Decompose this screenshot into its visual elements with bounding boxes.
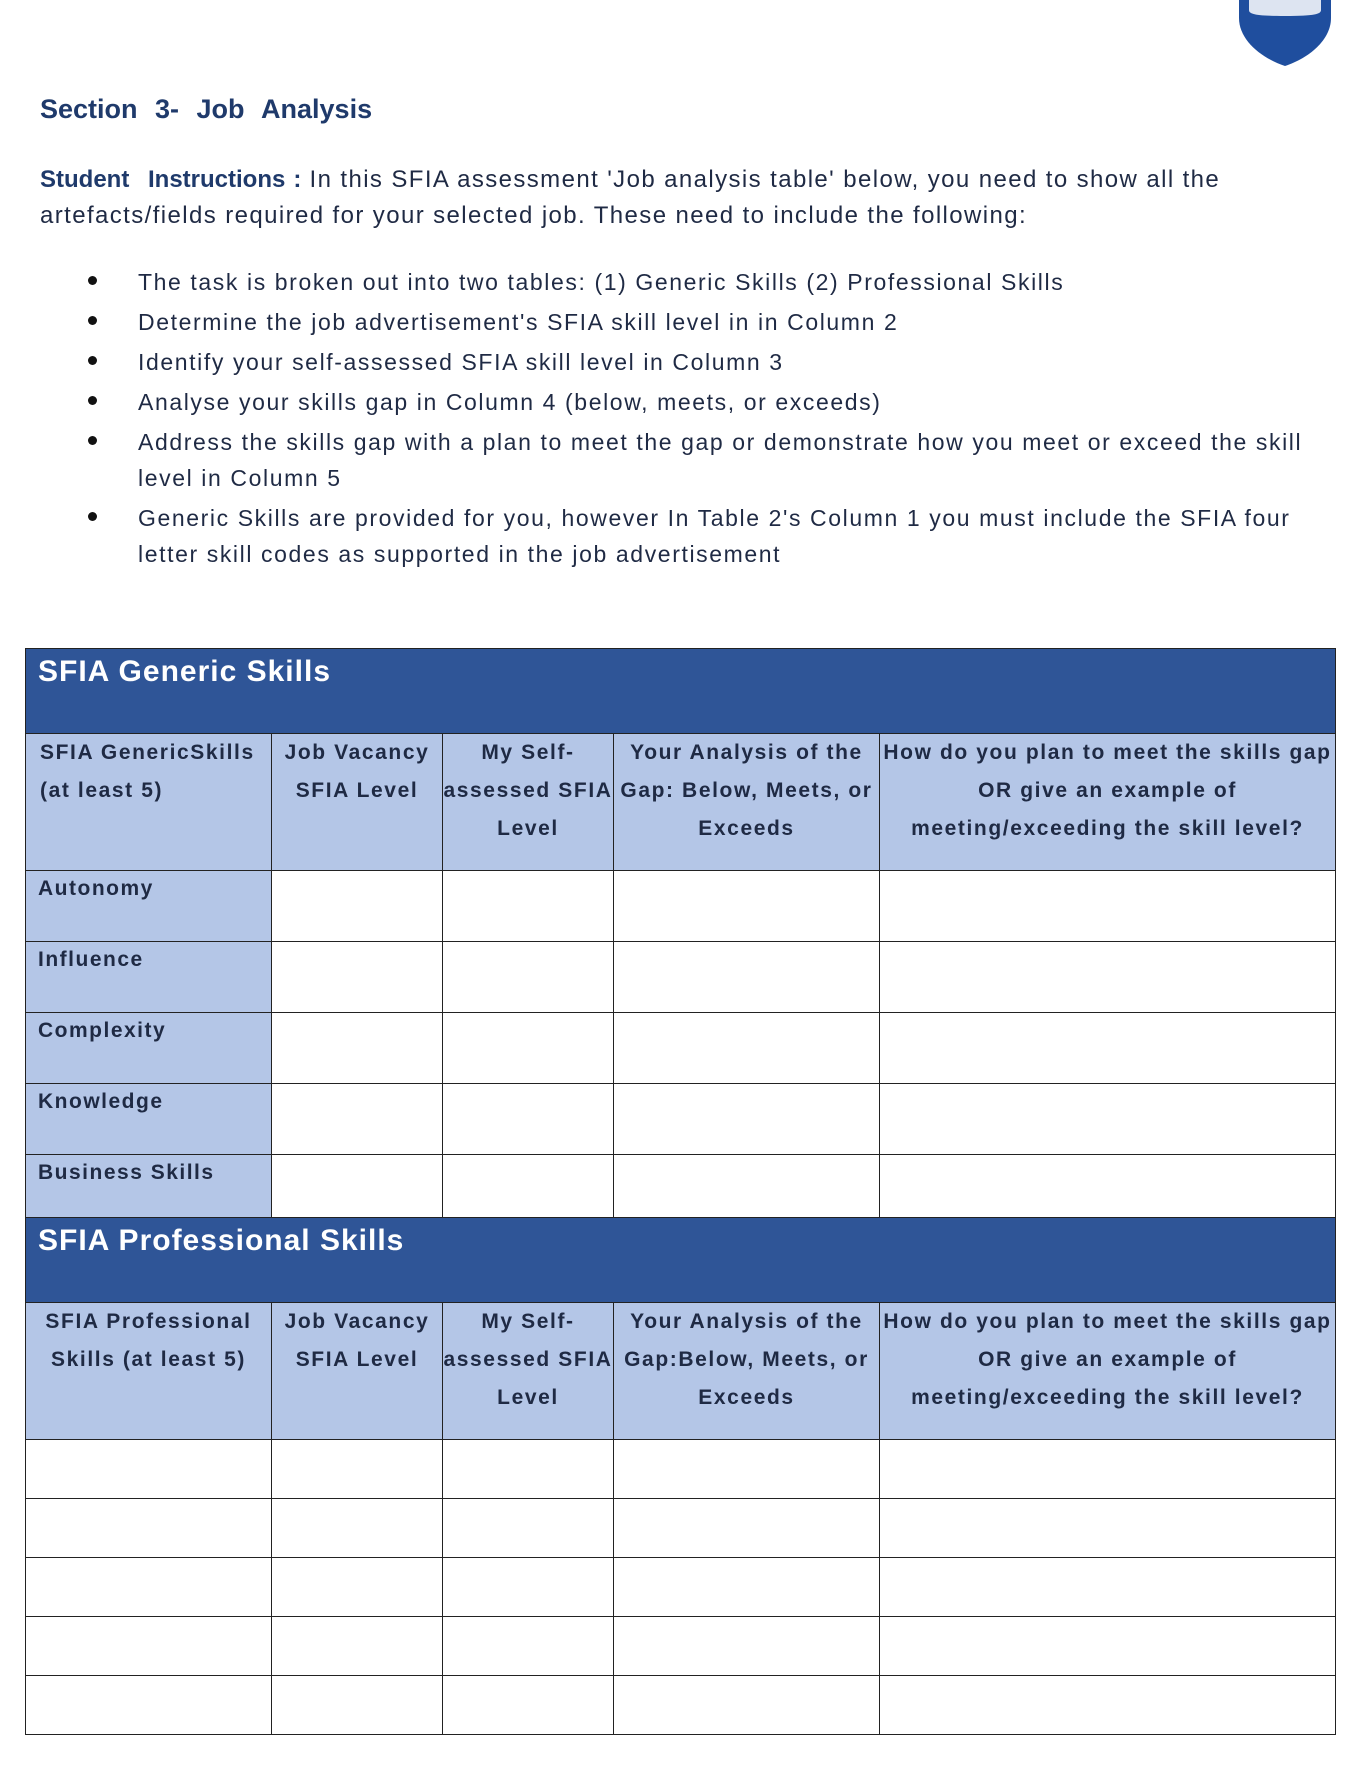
bullet-dot-icon [88,396,97,405]
bullet-item: The task is broken out into two tables: (1) Generic Skills (2) Professional Skills [88,264,1348,300]
gap-cell[interactable] [614,942,880,1013]
gap-cell[interactable] [614,1617,880,1676]
plan-cell[interactable] [880,1440,1336,1499]
vacancy-level-cell[interactable] [272,1013,443,1084]
bullet-item: Determine the job advertisement's SFIA skill level in in Column 2 [88,304,1348,340]
bullet-item: Generic Skills are provided for you, however In Table 2's Column 1 you must include the SFIA four letter skill codes as supported in the job advertisement [88,500,1348,572]
header-plan: How do you plan to meet the skills gap OR give an example of meeting/exceeding the skill level? [880,1303,1336,1440]
skill-cell[interactable] [26,1617,272,1676]
vacancy-level-cell[interactable] [272,1440,443,1499]
self-level-cell[interactable] [443,1499,614,1558]
plan-cell[interactable] [880,1558,1336,1617]
bullet-dot-icon [88,356,97,365]
gap-cell[interactable] [614,1499,880,1558]
vacancy-level-cell[interactable] [272,1676,443,1735]
vacancy-level-cell[interactable] [272,1155,443,1226]
bullet-item: Address the skills gap with a plan to meet the gap or demonstrate how you meet or exceed the skill level in Column 5 [88,424,1348,496]
professional-table-title: SFIA Professional Skills [26,1218,1336,1303]
instructions [40,162,1330,234]
bullet-item: Identify your self-assessed SFIA skill level in Column 3 [88,344,1348,380]
plan-cell[interactable] [880,1676,1336,1735]
bullet-item: Analyse your skills gap in Column 4 (below, meets, or exceeds) [88,384,1348,420]
vacancy-level-cell[interactable] [272,1499,443,1558]
header-gap-analysis: Your Analysis of the Gap:Below, Meets, or Exceeds [614,1303,880,1440]
bullet-dot-icon [88,436,97,445]
gap-cell[interactable] [614,871,880,942]
header-skill: SFIA Professional Skills (at least 5) [26,1303,272,1440]
professional-skills-table [25,1217,1336,1735]
gap-cell[interactable] [614,1676,880,1735]
gap-cell[interactable] [614,1440,880,1499]
header-self-level: My Self-assessed SFIA Level [443,734,614,871]
plan-cell[interactable] [880,1084,1336,1155]
self-level-cell[interactable] [443,1676,614,1735]
section-title: Section 3- Job Analysis [40,94,373,124]
instructions-separator: : [293,166,302,193]
instructions-lead: Student Instructions [40,166,286,193]
header-skill: SFIA GenericSkills (at least 5) [26,734,272,871]
skill-cell[interactable] [26,1499,272,1558]
plan-cell[interactable] [880,1155,1336,1226]
self-level-cell[interactable] [443,1155,614,1226]
gap-cell[interactable] [614,1558,880,1617]
skill-label: Knowledge [26,1084,272,1155]
gap-cell[interactable] [614,1155,880,1226]
self-level-cell[interactable] [443,1013,614,1084]
table-row [26,1155,1336,1226]
self-level-cell[interactable] [443,1440,614,1499]
skill-cell[interactable] [26,1676,272,1735]
skill-cell[interactable] [26,1558,272,1617]
vacancy-level-cell[interactable] [272,1558,443,1617]
table-row [26,1440,1336,1499]
skill-label: Influence [26,942,272,1013]
header-self-level: My Self-assessed SFIA Level [443,1303,614,1440]
header-vacancy-level: Job Vacancy SFIA Level [272,734,443,871]
self-level-cell[interactable] [443,871,614,942]
table-row [26,1084,1336,1155]
table-row [26,1676,1336,1735]
table-row [26,871,1336,942]
table-row [26,1013,1336,1084]
bullet-dot-icon [88,316,97,325]
vacancy-level-cell[interactable] [272,1084,443,1155]
plan-cell[interactable] [880,871,1336,942]
vacancy-level-cell[interactable] [272,942,443,1013]
skill-label: Autonomy [26,871,272,942]
plan-cell[interactable] [880,1499,1336,1558]
instructions-text: In this SFIA assessment 'Job analysis table' below, you need to show all the artefacts/fields required for your selected job. These need to include the following: [40,166,1221,229]
plan-cell[interactable] [880,1013,1336,1084]
header-plan: How do you plan to meet the skills gap OR give an example of meeting/exceeding the skill level? [880,734,1336,871]
plan-cell[interactable] [880,942,1336,1013]
self-level-cell[interactable] [443,1084,614,1155]
skill-cell[interactable] [26,1440,272,1499]
table-row [26,1617,1336,1676]
gap-cell[interactable] [614,1084,880,1155]
generic-skills-table [25,648,1336,1226]
vacancy-level-cell[interactable] [272,1617,443,1676]
skill-label: Complexity [26,1013,272,1084]
table-row [26,1558,1336,1617]
plan-cell[interactable] [880,1617,1336,1676]
self-level-cell[interactable] [443,942,614,1013]
generic-table-title: SFIA Generic Skills [26,649,1336,734]
header-vacancy-level: Job Vacancy SFIA Level [272,1303,443,1440]
bullet-dot-icon [88,276,97,285]
bullet-dot-icon [88,512,97,521]
shield-logo-icon [1235,0,1335,66]
vacancy-level-cell[interactable] [272,871,443,942]
table-row [26,1499,1336,1558]
skill-label: Business Skills [26,1155,272,1226]
header-gap-analysis: Your Analysis of the Gap: Below, Meets, or Exceeds [614,734,880,871]
gap-cell[interactable] [614,1013,880,1084]
table-row [26,942,1336,1013]
self-level-cell[interactable] [443,1617,614,1676]
self-level-cell[interactable] [443,1558,614,1617]
instruction-bullets [88,264,1348,576]
